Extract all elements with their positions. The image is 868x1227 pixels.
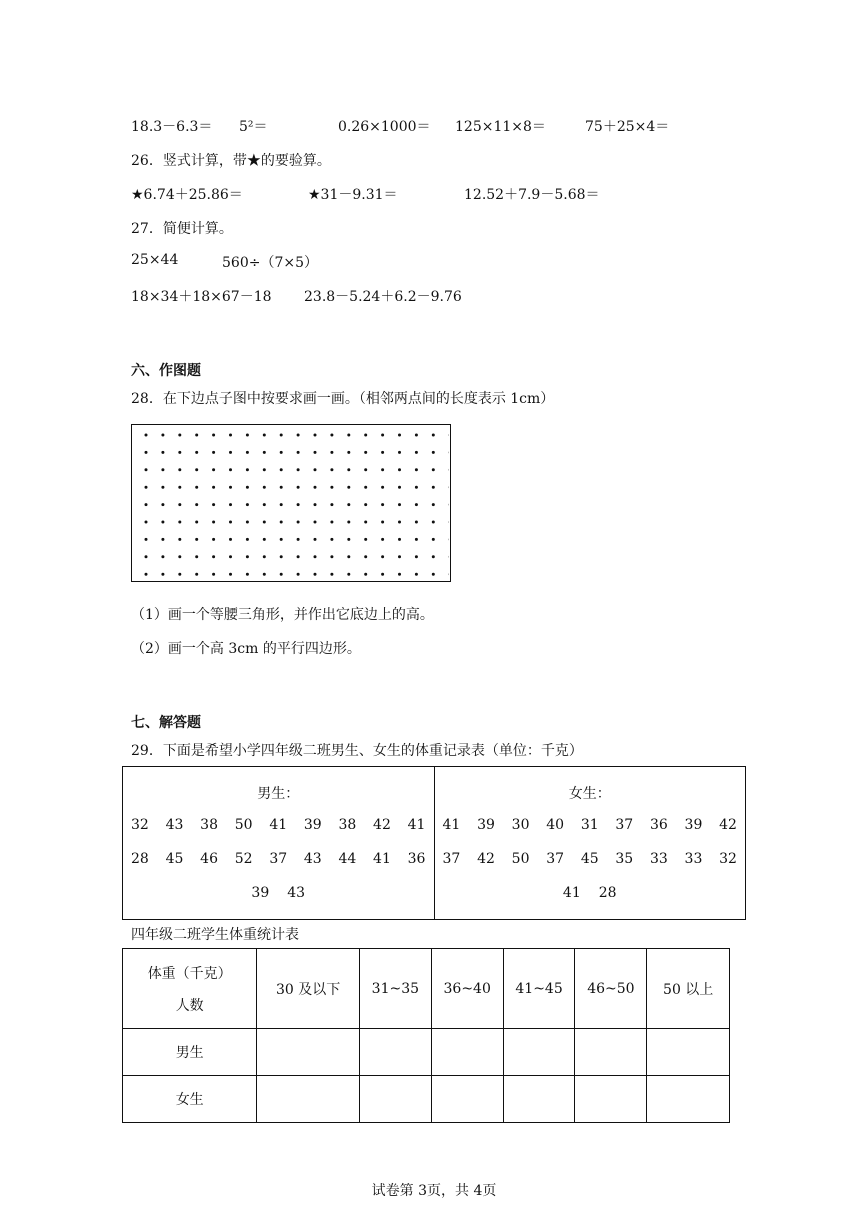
grid-dot (330, 434, 333, 437)
grid-dot (212, 573, 215, 576)
grid-dot (314, 555, 317, 558)
weight-value: 42 (373, 817, 391, 833)
weight-value: 41 (373, 851, 391, 867)
grid-dot (364, 434, 367, 437)
grid-dot (432, 503, 435, 506)
grid-dot (280, 468, 283, 471)
grid-dot (212, 503, 215, 506)
grid-dot (314, 486, 317, 489)
grid-dot (347, 573, 350, 576)
question-29-title: 29．下面是希望小学四年级二班男生、女生的体重记录表（单位：千克） (131, 743, 583, 759)
grid-dot (280, 573, 283, 576)
grid-dot (347, 503, 350, 506)
range-header: 31~35 (359, 949, 431, 1029)
grid-dot (347, 486, 350, 489)
grid-dot (246, 503, 249, 506)
grid-dot (212, 434, 215, 437)
grid-dot (364, 503, 367, 506)
grid-dot (398, 468, 401, 471)
boys-records-cell (123, 767, 435, 920)
answer-cell[interactable] (647, 1029, 730, 1076)
grid-dot (398, 521, 401, 524)
weight-value: 28 (131, 851, 149, 867)
weight-value: 37 (546, 851, 565, 867)
section-7-heading: 七、解答题 (131, 715, 201, 731)
q26-item: ★6.74＋25.86＝ (131, 187, 243, 203)
grid-dot (195, 468, 198, 471)
grid-dot (145, 486, 148, 489)
grid-dot (195, 555, 198, 558)
grid-dot (178, 468, 181, 471)
grid-dot (161, 434, 164, 437)
grid-dot (229, 521, 232, 524)
grid-dot (364, 486, 367, 489)
grid-dot (195, 434, 198, 437)
grid-dot (297, 555, 300, 558)
grid-dot (398, 451, 401, 454)
grid-dot (263, 434, 266, 437)
grid-dot (161, 555, 164, 558)
grid-dot (161, 503, 164, 506)
q28-sub-1: （1）画一个等腰三角形，并作出它底边上的高。 (131, 607, 434, 623)
grid-dot (432, 451, 435, 454)
grid-dot (161, 468, 164, 471)
grid-dot (297, 468, 300, 471)
weight-value: 39 (477, 817, 495, 833)
header-corner-cell (123, 949, 257, 1029)
weight-value: 31 (580, 817, 599, 833)
answer-cell[interactable] (359, 1076, 431, 1123)
grid-dot (178, 486, 181, 489)
row-label-girls: 女生 (123, 1076, 257, 1123)
weight-value: 32 (719, 851, 737, 867)
grid-dot (280, 451, 283, 454)
weight-value: 32 (131, 817, 149, 833)
grid-dot (212, 468, 215, 471)
grid-dot (161, 521, 164, 524)
weight-value: 42 (477, 851, 495, 867)
grid-dot (145, 538, 148, 541)
grid-dot (195, 573, 198, 576)
weight-value: 41 (442, 817, 461, 833)
grid-dot (246, 573, 249, 576)
answer-cell[interactable] (431, 1029, 503, 1076)
grid-dot (178, 503, 181, 506)
boys-row (123, 851, 434, 885)
grid-dot (314, 521, 317, 524)
grid-dot (432, 521, 435, 524)
grid-dot (280, 503, 283, 506)
boys-row (123, 885, 434, 919)
weight-value: 38 (200, 817, 218, 833)
range-header: 36~40 (431, 949, 503, 1029)
grid-dot (229, 451, 232, 454)
grid-dot (297, 434, 300, 437)
grid-dot (145, 468, 148, 471)
grid-dot (178, 538, 181, 541)
weight-value: 43 (165, 817, 184, 833)
grid-dot (364, 521, 367, 524)
answer-cell[interactable] (257, 1076, 360, 1123)
answer-cell[interactable] (431, 1076, 503, 1123)
grid-dot (330, 503, 333, 506)
grid-dot (364, 573, 367, 576)
answer-cell[interactable] (257, 1029, 360, 1076)
grid-dot (432, 538, 435, 541)
answer-cell[interactable] (575, 1076, 647, 1123)
grid-dot (347, 468, 350, 471)
grid-dot (415, 503, 418, 506)
grid-dot (246, 468, 249, 471)
grid-dot (280, 538, 283, 541)
grid-dot (347, 434, 350, 437)
calc-item: 0.26×1000＝ (338, 119, 431, 135)
grid-dot (314, 434, 317, 437)
dot-grid-svg (132, 425, 449, 580)
weight-value: 43 (287, 885, 306, 901)
grid-dot (263, 486, 266, 489)
grid-dot (229, 468, 232, 471)
weight-value: 37 (442, 851, 461, 867)
grid-dot (178, 434, 181, 437)
answer-cell[interactable] (647, 1076, 730, 1123)
grid-dot (280, 555, 283, 558)
grid-dot (398, 486, 401, 489)
grid-dot (297, 451, 300, 454)
weight-value: 37 (269, 851, 288, 867)
stats-table-title: 四年级二班学生体重统计表 (131, 927, 299, 943)
grid-dot (161, 573, 164, 576)
grid-dot (145, 573, 148, 576)
grid-dot (330, 521, 333, 524)
grid-dot (432, 573, 435, 576)
grid-dot (297, 486, 300, 489)
grid-dot (229, 573, 232, 576)
grid-dot (212, 538, 215, 541)
boys-row (123, 817, 434, 851)
grid-dot (432, 486, 435, 489)
grid-dot (381, 486, 384, 489)
range-header: 50 以上 (647, 949, 730, 1029)
grid-dot (212, 486, 215, 489)
grid-dot (263, 468, 266, 471)
grid-dot (330, 555, 333, 558)
grid-dot (229, 434, 232, 437)
grid-dot (145, 434, 148, 437)
question-27-title: 27．简便计算。 (131, 221, 233, 237)
weight-value: 44 (338, 851, 357, 867)
weight-records-table (122, 766, 746, 920)
grid-dot (415, 555, 418, 558)
grid-dot (246, 538, 249, 541)
girls-records-cell (434, 767, 746, 920)
grid-dot (347, 555, 350, 558)
grid-dot (195, 538, 198, 541)
weight-value: 37 (615, 817, 634, 833)
grid-dot (161, 486, 164, 489)
grid-dot (145, 521, 148, 524)
q27-item: 560÷（7×5） (222, 255, 318, 271)
calc-item: 5²＝ (239, 119, 268, 135)
grid-dot (246, 486, 249, 489)
grid-dot (415, 486, 418, 489)
q28-sub-2: （2）画一个高 3cm 的平行四边形。 (131, 641, 361, 657)
grid-dot (195, 486, 198, 489)
grid-dot (415, 573, 418, 576)
weight-value: 45 (580, 851, 599, 867)
weight-value: 36 (649, 817, 668, 833)
weight-value: 42 (719, 817, 737, 833)
weight-value: 39 (251, 885, 270, 901)
girls-label: 女生： (568, 786, 611, 802)
grid-dot (314, 468, 317, 471)
q27-item: 23.8－5.24＋6.2－9.76 (304, 289, 462, 305)
grid-dot (381, 468, 384, 471)
grid-dot (297, 521, 300, 524)
grid-dot (195, 451, 198, 454)
grid-dot (314, 538, 317, 541)
grid-dot (280, 486, 283, 489)
grid-dot (347, 451, 350, 454)
weight-value: 41 (562, 885, 581, 901)
grid-dot (398, 434, 401, 437)
grid-dot (381, 434, 384, 437)
weight-value: 33 (649, 851, 668, 867)
grid-dot (364, 538, 367, 541)
grid-dot (381, 451, 384, 454)
grid-dot (364, 468, 367, 471)
grid-dot (195, 503, 198, 506)
grid-dot (263, 521, 266, 524)
answer-cell[interactable] (503, 1029, 575, 1076)
range-header: 41~45 (503, 949, 575, 1029)
header-count-label: 人数 (175, 997, 204, 1014)
grid-dot (415, 451, 418, 454)
grid-dot (330, 468, 333, 471)
section-6-heading: 六、作图题 (131, 363, 201, 379)
grid-dot (364, 555, 367, 558)
grid-dot (381, 521, 384, 524)
q27-item: 25×44 (131, 252, 179, 268)
weight-value: 41 (407, 817, 426, 833)
grid-dot (212, 521, 215, 524)
weight-value: 33 (684, 851, 703, 867)
grid-dot (364, 451, 367, 454)
grid-dot (246, 451, 249, 454)
grid-dot (314, 503, 317, 506)
weight-value: 40 (546, 817, 565, 833)
grid-dot (178, 555, 181, 558)
answer-cell[interactable] (575, 1029, 647, 1076)
girls-row (435, 885, 746, 919)
calc-item: 18.3－6.3＝ (131, 119, 213, 135)
weight-value: 35 (615, 851, 634, 867)
girls-row (435, 817, 746, 851)
answer-cell[interactable] (503, 1076, 575, 1123)
dot-grid[interactable] (131, 424, 451, 582)
grid-dot (297, 503, 300, 506)
grid-dot (381, 538, 384, 541)
answer-cell[interactable] (359, 1029, 431, 1076)
weight-stats-table (122, 948, 730, 1123)
grid-dot (229, 503, 232, 506)
grid-dot (314, 451, 317, 454)
grid-dot (398, 503, 401, 506)
calc-item: 75＋25×4＝ (585, 119, 670, 135)
weight-value: 38 (338, 817, 357, 833)
weight-value: 50 (511, 851, 530, 867)
boys-label: 男生： (257, 786, 300, 802)
grid-dot (432, 434, 435, 437)
grid-dot (330, 486, 333, 489)
grid-dot (229, 555, 232, 558)
grid-dot (398, 555, 401, 558)
grid-dot (263, 451, 266, 454)
question-26-title: 26．竖式计算，带★的要验算。 (131, 153, 331, 169)
grid-dot (415, 468, 418, 471)
grid-dot (314, 573, 317, 576)
grid-dot (246, 521, 249, 524)
grid-dot (297, 573, 300, 576)
header-weight-label: 体重（千克） (147, 965, 232, 982)
grid-dot (229, 486, 232, 489)
grid-dot (263, 503, 266, 506)
grid-dot (161, 451, 164, 454)
grid-dot (415, 521, 418, 524)
weight-value: 46 (200, 851, 218, 867)
grid-dot (432, 555, 435, 558)
grid-dot (212, 555, 215, 558)
weight-value: 50 (234, 817, 253, 833)
weight-value: 28 (598, 885, 617, 901)
grid-dot (297, 538, 300, 541)
q26-item: ★31－9.31＝ (308, 187, 398, 203)
weight-value: 43 (303, 851, 322, 867)
grid-dot (432, 468, 435, 471)
grid-dot (381, 555, 384, 558)
question-28-title: 28．在下边点子图中按要求画一画。（相邻两点间的长度表示 1cm） (131, 391, 555, 407)
grid-dot (178, 451, 181, 454)
q26-item: 12.52＋7.9－5.68＝ (464, 187, 600, 203)
grid-dot (280, 434, 283, 437)
girls-row (435, 851, 746, 885)
row-label-boys: 男生 (123, 1029, 257, 1076)
range-header: 30 及以下 (257, 949, 360, 1029)
grid-dot (398, 573, 401, 576)
grid-dot (381, 503, 384, 506)
page-footer: 试卷第 3页，共 4页 (371, 1183, 497, 1199)
grid-dot (246, 555, 249, 558)
grid-dot (145, 555, 148, 558)
grid-dot (246, 434, 249, 437)
calc-item: 125×11×8＝ (455, 119, 546, 135)
grid-dot (263, 555, 266, 558)
weight-value: 39 (684, 817, 703, 833)
weight-value: 52 (234, 851, 253, 867)
grid-dot (381, 573, 384, 576)
grid-dot (347, 538, 350, 541)
weight-value: 45 (165, 851, 184, 867)
grid-dot (263, 573, 266, 576)
grid-dot (229, 538, 232, 541)
grid-dot (178, 573, 181, 576)
grid-dot (280, 521, 283, 524)
grid-dot (347, 521, 350, 524)
weight-value: 30 (511, 817, 530, 833)
weight-value: 36 (407, 851, 426, 867)
grid-dot (161, 538, 164, 541)
grid-dot (145, 503, 148, 506)
grid-dot (195, 521, 198, 524)
grid-dot (145, 451, 148, 454)
grid-dot (398, 538, 401, 541)
weight-value: 41 (269, 817, 288, 833)
grid-dot (263, 538, 266, 541)
grid-dot (330, 451, 333, 454)
grid-dot (212, 451, 215, 454)
grid-dot (330, 573, 333, 576)
grid-dot (178, 521, 181, 524)
grid-dot (330, 538, 333, 541)
grid-dot (415, 434, 418, 437)
q27-item: 18×34＋18×67－18 (131, 289, 272, 305)
range-header: 46~50 (575, 949, 647, 1029)
grid-dot (415, 538, 418, 541)
weight-value: 39 (303, 817, 322, 833)
